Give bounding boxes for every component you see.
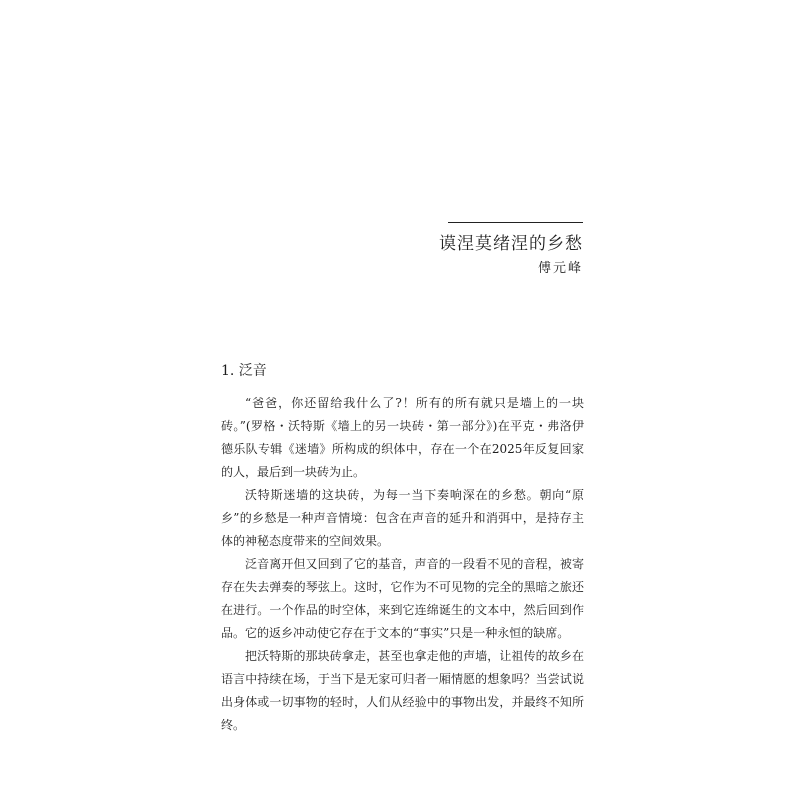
title-rule <box>448 222 583 223</box>
author-name: 傅元峰 <box>537 261 583 276</box>
paragraph: “爸爸，你还留给我什么了?！所有的所有就只是墙上的一块砖。”(罗格・沃特斯《墙上的另一块砖・第一部分》)在平克・弗洛伊德乐队专辑《迷墙》所构成的织体中，存在一个在2025年反复回家的人，最后到一块砖为止。 <box>221 396 584 479</box>
body-text <box>221 392 584 737</box>
section-heading: 1. 泛音 <box>221 363 267 379</box>
paragraph: 把沃特斯的那块砖拿走，甚至也拿走他的声墙，让祖传的故乡在语言中持续在场，于当下是无家可归者一厢情愿的想象吗？当尝试说出身体或一切事物的轻时，人们从经验中的事物出发，并最终不知所终。 <box>221 649 584 732</box>
paragraph: 泛音离开但又回到了它的基音，声音的一段看不见的音程，被寄存在失去弹奏的琴弦上。这时，它作为不可见物的完全的黑暗之旅还在进行。一个作品的时空体，来到它连绵诞生的文本中，然后回到作品。它的返乡冲动使它存在于文本的“事实”只是一种永恒的缺席。 <box>221 557 584 640</box>
article-title: 谟涅莫绪涅的乡愁 <box>439 234 583 254</box>
paragraph: 沃特斯迷墙的这块砖，为每一当下奏响深在的乡愁。朝向“原乡”的乡愁是一种声音情境：包含在声音的延升和消弭中，是持存主体的神秘态度带来的空间效果。 <box>221 488 584 548</box>
